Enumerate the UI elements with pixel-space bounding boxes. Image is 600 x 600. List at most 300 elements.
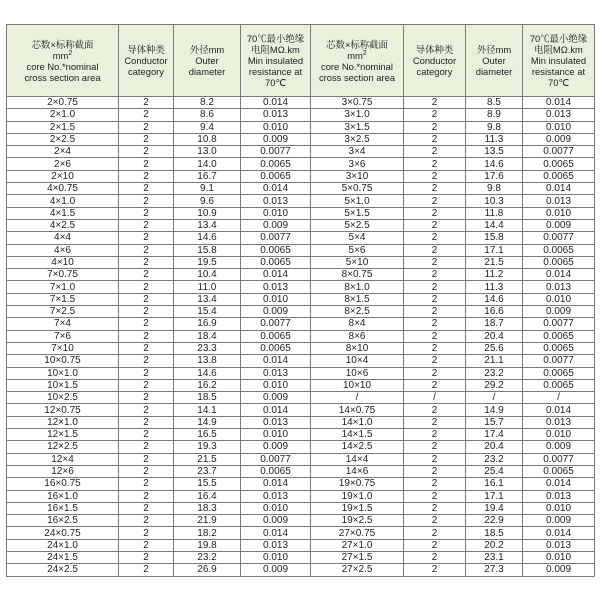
- conductor-category-cell: 2: [404, 195, 466, 207]
- conductor-category-cell: 2: [404, 490, 466, 502]
- outer-diameter-cell: 9.4: [174, 121, 241, 133]
- outer-diameter-cell: 9.8: [466, 183, 523, 195]
- core-section-cell: 7×10: [7, 342, 119, 354]
- header-row: [7, 25, 595, 97]
- outer-diameter-cell: 17.4: [466, 429, 523, 441]
- core-section-cell: 10×6: [311, 367, 404, 379]
- outer-diameter-cell: 10.3: [466, 195, 523, 207]
- core-section-cell: 12×4: [7, 453, 119, 465]
- outer-diameter-cell: 18.4: [174, 330, 241, 342]
- insulation-resistance-cell: 0.009: [523, 306, 595, 318]
- core-section-cell: 27×1.5: [311, 551, 404, 563]
- core-section-cell: 19×1.0: [311, 490, 404, 502]
- table-row: [7, 146, 595, 158]
- core-section-cell: 5×1.5: [311, 207, 404, 219]
- outer-diameter-cell: 8.9: [466, 109, 523, 121]
- outer-diameter-cell: 25.6: [466, 342, 523, 354]
- core-section-cell: 4×6: [7, 244, 119, 256]
- outer-diameter-cell: 19.3: [174, 441, 241, 453]
- conductor-category-cell: 2: [404, 551, 466, 563]
- core-section-cell: 10×4: [311, 355, 404, 367]
- insulation-resistance-cell: 0.014: [523, 97, 595, 109]
- core-section-cell: 7×6: [7, 330, 119, 342]
- insulation-resistance-cell: 0.013: [523, 195, 595, 207]
- table-row: [7, 367, 595, 379]
- insulation-resistance-cell: 0.010: [523, 551, 595, 563]
- core-section-cell: 27×2.5: [311, 564, 404, 576]
- outer-diameter-cell: 18.2: [174, 527, 241, 539]
- outer-diameter-cell: 15.5: [174, 478, 241, 490]
- table-row: [7, 97, 595, 109]
- table-row: [7, 453, 595, 465]
- core-section-cell: 14×2.5: [311, 441, 404, 453]
- outer-diameter-cell: 17.6: [466, 170, 523, 182]
- insulation-resistance-cell: 0.010: [241, 207, 311, 219]
- insulation-resistance-cell: 0.014: [241, 478, 311, 490]
- table-row: [7, 256, 595, 268]
- core-section-cell: 7×1.5: [7, 293, 119, 305]
- core-section-cell: 19×1.5: [311, 502, 404, 514]
- core-section-cell: 14×6: [311, 465, 404, 477]
- core-section-cell: 3×6: [311, 158, 404, 170]
- core-section-cell: 5×10: [311, 256, 404, 268]
- conductor-category-cell: 2: [404, 256, 466, 268]
- insulation-resistance-cell: 0.010: [523, 293, 595, 305]
- table-row: [7, 121, 595, 133]
- outer-diameter-cell: 16.5: [174, 429, 241, 441]
- conductor-category-cell: 2: [119, 281, 174, 293]
- conductor-category-cell: 2: [119, 318, 174, 330]
- outer-diameter-cell: 10.8: [174, 133, 241, 145]
- core-section-cell: 16×2.5: [7, 515, 119, 527]
- conductor-category-cell: 2: [119, 158, 174, 170]
- outer-diameter-cell: /: [466, 392, 523, 404]
- table-row: [7, 342, 595, 354]
- conductor-category-header: 导体种类 Conductor category: [119, 25, 174, 97]
- core-section-cell: 19×2.5: [311, 515, 404, 527]
- conductor-category-cell: 2: [119, 453, 174, 465]
- outer-diameter-cell: 21.9: [174, 515, 241, 527]
- outer-diameter-cell: 9.1: [174, 183, 241, 195]
- core-section-cell: 8×0.75: [311, 269, 404, 281]
- core-section-cell: 14×1.5: [311, 429, 404, 441]
- insulation-resistance-cell: 0.014: [241, 269, 311, 281]
- table-row: [7, 195, 595, 207]
- core-section-cell: 14×4: [311, 453, 404, 465]
- insulation-resistance-cell: 0.010: [241, 551, 311, 563]
- insulation-resistance-cell: 0.010: [523, 207, 595, 219]
- core-section-cell: 8×2.5: [311, 306, 404, 318]
- core-section-cell: 4×2.5: [7, 219, 119, 231]
- conductor-category-cell: 2: [119, 478, 174, 490]
- outer-diameter-cell: 21.1: [466, 355, 523, 367]
- insulation-resistance-cell: 0.010: [523, 502, 595, 514]
- core-section-cell: 24×1.0: [7, 539, 119, 551]
- table-row: [7, 244, 595, 256]
- table-row: [7, 293, 595, 305]
- table-row: [7, 465, 595, 477]
- core-section-cell: 4×0.75: [7, 183, 119, 195]
- conductor-category-cell: 2: [119, 121, 174, 133]
- table-row: [7, 318, 595, 330]
- outer-diameter-cell: 16.7: [174, 170, 241, 182]
- core-section-cell: 2×1.5: [7, 121, 119, 133]
- core-section-cell: 3×1.0: [311, 109, 404, 121]
- conductor-category-cell: 2: [404, 515, 466, 527]
- insulation-resistance-cell: 0.009: [241, 515, 311, 527]
- conductor-category-cell: 2: [119, 416, 174, 428]
- table-row: [7, 539, 595, 551]
- core-section-cell: 7×4: [7, 318, 119, 330]
- insulation-resistance-cell: 0.009: [523, 219, 595, 231]
- conductor-category-cell: 2: [404, 429, 466, 441]
- core-section-cell: 16×1.5: [7, 502, 119, 514]
- table-row: [7, 527, 595, 539]
- conductor-category-cell: 2: [119, 195, 174, 207]
- conductor-category-cell: 2: [119, 330, 174, 342]
- conductor-category-header: 导体种类 Conductor category: [404, 25, 466, 97]
- core-section-cell: 3×10: [311, 170, 404, 182]
- outer-diameter-cell: 17.1: [466, 490, 523, 502]
- outer-diameter-cell: 10.4: [174, 269, 241, 281]
- outer-diameter-cell: 18.5: [174, 392, 241, 404]
- conductor-category-cell: 2: [119, 404, 174, 416]
- table-row: [7, 478, 595, 490]
- outer-diameter-cell: 19.5: [174, 256, 241, 268]
- outer-diameter-cell: 23.7: [174, 465, 241, 477]
- insulation-resistance-cell: 0.0077: [523, 232, 595, 244]
- conductor-category-cell: 2: [404, 183, 466, 195]
- insulation-resistance-cell: 0.014: [241, 355, 311, 367]
- outer-diameter-cell: 11.8: [466, 207, 523, 219]
- insulation-resistance-cell: 0.0077: [241, 453, 311, 465]
- outer-diameter-cell: 8.6: [174, 109, 241, 121]
- outer-diameter-cell: 8.5: [466, 97, 523, 109]
- conductor-category-cell: 2: [119, 207, 174, 219]
- outer-diameter-cell: 21.5: [174, 453, 241, 465]
- outer-diameter-cell: 13.4: [174, 219, 241, 231]
- outer-diameter-cell: 17.1: [466, 244, 523, 256]
- core-section-cell: 8×1.0: [311, 281, 404, 293]
- insulation-resistance-cell: 0.009: [241, 441, 311, 453]
- conductor-category-cell: /: [404, 392, 466, 404]
- table-row: [7, 207, 595, 219]
- outer-diameter-cell: 14.1: [174, 404, 241, 416]
- conductor-category-cell: 2: [404, 146, 466, 158]
- conductor-category-cell: 2: [404, 330, 466, 342]
- outer-diameter-cell: 29.2: [466, 379, 523, 391]
- insulation-resistance-cell: 0.0077: [241, 232, 311, 244]
- core-section-cell: 12×2.5: [7, 441, 119, 453]
- core-section-header: 芯数×标称截面 $mm^2$ core No.*nominal cross section area: [7, 25, 119, 97]
- insulation-resistance-cell: 0.0065: [241, 465, 311, 477]
- conductor-category-cell: 2: [404, 293, 466, 305]
- outer-diameter-cell: 9.8: [466, 121, 523, 133]
- core-section-cell: 27×0.75: [311, 527, 404, 539]
- insulation-resistance-cell: 0.009: [241, 392, 311, 404]
- conductor-category-cell: 2: [404, 367, 466, 379]
- insulation-resistance-cell: 0.010: [523, 121, 595, 133]
- conductor-category-cell: 2: [404, 355, 466, 367]
- core-section-cell: 2×1.0: [7, 109, 119, 121]
- core-section-cell: 10×1.5: [7, 379, 119, 391]
- insulation-resistance-cell: 0.014: [523, 269, 595, 281]
- conductor-category-cell: 2: [119, 269, 174, 281]
- conductor-category-cell: 2: [404, 379, 466, 391]
- table-row: [7, 551, 595, 563]
- core-section-cell: 2×4: [7, 146, 119, 158]
- table-row: [7, 564, 595, 576]
- conductor-category-cell: 2: [404, 441, 466, 453]
- table-row: [7, 109, 595, 121]
- insulation-resistance-cell: 0.0065: [523, 330, 595, 342]
- table-row: [7, 330, 595, 342]
- insulation-resistance-cell: 0.009: [241, 564, 311, 576]
- conductor-category-cell: 2: [119, 133, 174, 145]
- conductor-category-cell: 2: [404, 453, 466, 465]
- outer-diameter-cell: 26.9: [174, 564, 241, 576]
- conductor-category-cell: 2: [404, 478, 466, 490]
- core-section-cell: 12×1.5: [7, 429, 119, 441]
- conductor-category-cell: 2: [119, 170, 174, 182]
- insulation-resistance-cell: 0.0065: [241, 342, 311, 354]
- insulation-resistance-cell: 0.0077: [523, 355, 595, 367]
- insulation-resistance-cell: 0.014: [523, 404, 595, 416]
- insulation-resistance-cell: 0.0065: [523, 244, 595, 256]
- outer-diameter-cell: 9.6: [174, 195, 241, 207]
- conductor-category-cell: 2: [404, 306, 466, 318]
- table-row: [7, 392, 595, 404]
- insulation-resistance-cell: 0.0077: [241, 318, 311, 330]
- insulation-resistance-cell: 0.014: [523, 183, 595, 195]
- outer-diameter-cell: 11.3: [466, 133, 523, 145]
- insulation-resistance-header: 70℃最小绝缘 电阻MΩ.km Min insulated resistance at 70℃: [523, 25, 595, 97]
- table-row: [7, 170, 595, 182]
- core-section-cell: 24×1.5: [7, 551, 119, 563]
- outer-diameter-cell: 22.9: [466, 515, 523, 527]
- insulation-resistance-cell: 0.010: [523, 429, 595, 441]
- outer-diameter-header: 外径mm Outer diameter: [174, 25, 241, 97]
- table-row: [7, 416, 595, 428]
- outer-diameter-cell: 16.1: [466, 478, 523, 490]
- core-section-cell: 10×1.0: [7, 367, 119, 379]
- outer-diameter-cell: 19.8: [174, 539, 241, 551]
- conductor-category-cell: 2: [404, 564, 466, 576]
- outer-diameter-cell: 20.2: [466, 539, 523, 551]
- core-section-cell: 16×0.75: [7, 478, 119, 490]
- core-section-cell: 16×1.0: [7, 490, 119, 502]
- conductor-category-cell: 2: [119, 502, 174, 514]
- conductor-category-cell: 2: [119, 306, 174, 318]
- conductor-category-cell: 2: [119, 97, 174, 109]
- conductor-category-cell: 2: [119, 109, 174, 121]
- outer-diameter-cell: 23.3: [174, 342, 241, 354]
- core-section-cell: 5×1.0: [311, 195, 404, 207]
- core-section-cell: 7×0.75: [7, 269, 119, 281]
- insulation-resistance-cell: 0.0065: [523, 158, 595, 170]
- conductor-category-cell: 2: [119, 183, 174, 195]
- outer-diameter-cell: 15.8: [466, 232, 523, 244]
- conductor-category-cell: 2: [119, 342, 174, 354]
- conductor-category-cell: 2: [404, 527, 466, 539]
- outer-diameter-cell: 14.0: [174, 158, 241, 170]
- table-row: [7, 232, 595, 244]
- insulation-resistance-cell: 0.013: [241, 539, 311, 551]
- outer-diameter-cell: 14.6: [174, 232, 241, 244]
- outer-diameter-cell: 20.4: [466, 441, 523, 453]
- table-row: [7, 502, 595, 514]
- conductor-category-cell: 2: [119, 539, 174, 551]
- insulation-resistance-cell: 0.014: [241, 97, 311, 109]
- core-section-cell: 7×2.5: [7, 306, 119, 318]
- table-row: [7, 404, 595, 416]
- table-row: [7, 133, 595, 145]
- conductor-category-cell: 2: [119, 515, 174, 527]
- outer-diameter-cell: 14.9: [466, 404, 523, 416]
- core-section-cell: 24×2.5: [7, 564, 119, 576]
- core-section-cell: 10×10: [311, 379, 404, 391]
- conductor-category-cell: 2: [119, 490, 174, 502]
- core-section-cell: 4×1.5: [7, 207, 119, 219]
- outer-diameter-cell: 14.6: [466, 293, 523, 305]
- core-section-cell: 5×2.5: [311, 219, 404, 231]
- outer-diameter-cell: 15.4: [174, 306, 241, 318]
- conductor-category-cell: 2: [404, 539, 466, 551]
- conductor-category-cell: 2: [404, 97, 466, 109]
- insulation-resistance-cell: 0.0065: [241, 244, 311, 256]
- conductor-category-cell: 2: [119, 355, 174, 367]
- conductor-category-cell: 2: [119, 219, 174, 231]
- conductor-category-cell: 2: [119, 379, 174, 391]
- core-section-cell: 5×0.75: [311, 183, 404, 195]
- outer-diameter-cell: 11.2: [466, 269, 523, 281]
- outer-diameter-cell: 23.1: [466, 551, 523, 563]
- table-row: [7, 269, 595, 281]
- insulation-resistance-cell: 0.0065: [241, 330, 311, 342]
- outer-diameter-cell: 16.2: [174, 379, 241, 391]
- core-section-cell: 2×2.5: [7, 133, 119, 145]
- insulation-resistance-cell: 0.014: [523, 527, 595, 539]
- outer-diameter-cell: 14.4: [466, 219, 523, 231]
- conductor-category-cell: 2: [404, 207, 466, 219]
- conductor-category-cell: 2: [404, 133, 466, 145]
- table-row: [7, 306, 595, 318]
- core-section-cell: 8×6: [311, 330, 404, 342]
- insulation-resistance-cell: 0.0077: [523, 318, 595, 330]
- insulation-resistance-cell: 0.009: [241, 219, 311, 231]
- conductor-category-cell: 2: [119, 367, 174, 379]
- core-section-cell: 5×4: [311, 232, 404, 244]
- conductor-category-cell: 2: [404, 269, 466, 281]
- insulation-resistance-cell: 0.010: [241, 293, 311, 305]
- conductor-category-cell: 2: [404, 158, 466, 170]
- table-row: [7, 379, 595, 391]
- core-section-cell: 8×10: [311, 342, 404, 354]
- conductor-category-cell: 2: [404, 244, 466, 256]
- insulation-resistance-cell: 0.009: [523, 515, 595, 527]
- core-section-cell: 7×1.0: [7, 281, 119, 293]
- core-section-cell: 4×10: [7, 256, 119, 268]
- conductor-category-cell: 2: [119, 465, 174, 477]
- insulation-resistance-cell: 0.010: [241, 121, 311, 133]
- outer-diameter-cell: 16.6: [466, 306, 523, 318]
- insulation-resistance-header: 70℃最小绝缘 电阻MΩ.km Min insulated resistance at 70℃: [241, 25, 311, 97]
- core-section-cell: 3×4: [311, 146, 404, 158]
- insulation-resistance-cell: 0.013: [241, 281, 311, 293]
- core-section-cell: 10×2.5: [7, 392, 119, 404]
- outer-diameter-header: 外径mm Outer diameter: [466, 25, 523, 97]
- conductor-category-cell: 2: [404, 404, 466, 416]
- outer-diameter-cell: 21.5: [466, 256, 523, 268]
- core-section-cell: 14×1.0: [311, 416, 404, 428]
- insulation-resistance-cell: 0.010: [241, 429, 311, 441]
- conductor-category-cell: 2: [119, 551, 174, 563]
- core-section-cell: 14×0.75: [311, 404, 404, 416]
- core-section-cell: 8×1.5: [311, 293, 404, 305]
- insulation-resistance-cell: 0.014: [241, 183, 311, 195]
- core-section-cell: 19×0.75: [311, 478, 404, 490]
- table-row: [7, 490, 595, 502]
- conductor-category-cell: 2: [404, 281, 466, 293]
- outer-diameter-cell: 11.0: [174, 281, 241, 293]
- outer-diameter-cell: 16.4: [174, 490, 241, 502]
- outer-diameter-cell: 19.4: [466, 502, 523, 514]
- insulation-resistance-cell: 0.0065: [241, 158, 311, 170]
- core-section-cell: 27×1.0: [311, 539, 404, 551]
- insulation-resistance-cell: 0.0077: [523, 453, 595, 465]
- insulation-resistance-cell: 0.013: [241, 367, 311, 379]
- outer-diameter-cell: 14.9: [174, 416, 241, 428]
- outer-diameter-cell: 15.7: [466, 416, 523, 428]
- conductor-category-cell: 2: [404, 465, 466, 477]
- core-section-header: 芯数×标称截面 $mm^2$ core No.*nominal cross section area: [311, 25, 404, 97]
- insulation-resistance-cell: 0.014: [241, 404, 311, 416]
- insulation-resistance-cell: 0.013: [241, 416, 311, 428]
- cable-spec-table: [6, 24, 595, 577]
- insulation-resistance-cell: 0.0065: [523, 256, 595, 268]
- insulation-resistance-cell: 0.013: [523, 416, 595, 428]
- conductor-category-cell: 2: [119, 244, 174, 256]
- outer-diameter-cell: 14.6: [174, 367, 241, 379]
- insulation-resistance-cell: 0.013: [523, 109, 595, 121]
- insulation-resistance-cell: 0.009: [241, 306, 311, 318]
- outer-diameter-cell: 13.0: [174, 146, 241, 158]
- outer-diameter-cell: 8.2: [174, 97, 241, 109]
- core-section-cell: 4×1.0: [7, 195, 119, 207]
- insulation-resistance-cell: 0.010: [241, 379, 311, 391]
- conductor-category-cell: 2: [404, 109, 466, 121]
- conductor-category-cell: 2: [404, 502, 466, 514]
- insulation-resistance-cell: 0.0065: [241, 256, 311, 268]
- core-section-cell: 3×1.5: [311, 121, 404, 133]
- insulation-resistance-cell: 0.013: [523, 490, 595, 502]
- insulation-resistance-cell: 0.0065: [241, 170, 311, 182]
- outer-diameter-cell: 13.5: [466, 146, 523, 158]
- conductor-category-cell: 2: [404, 121, 466, 133]
- outer-diameter-cell: 18.5: [466, 527, 523, 539]
- outer-diameter-cell: 27.3: [466, 564, 523, 576]
- core-section-cell: 2×0.75: [7, 97, 119, 109]
- conductor-category-cell: 2: [404, 318, 466, 330]
- core-section-cell: 2×10: [7, 170, 119, 182]
- table-row: [7, 515, 595, 527]
- insulation-resistance-cell: 0.009: [523, 133, 595, 145]
- conductor-category-cell: 2: [119, 429, 174, 441]
- table-body: [7, 97, 595, 577]
- core-section-cell: 3×2.5: [311, 133, 404, 145]
- outer-diameter-cell: 25.4: [466, 465, 523, 477]
- insulation-resistance-cell: 0.013: [241, 109, 311, 121]
